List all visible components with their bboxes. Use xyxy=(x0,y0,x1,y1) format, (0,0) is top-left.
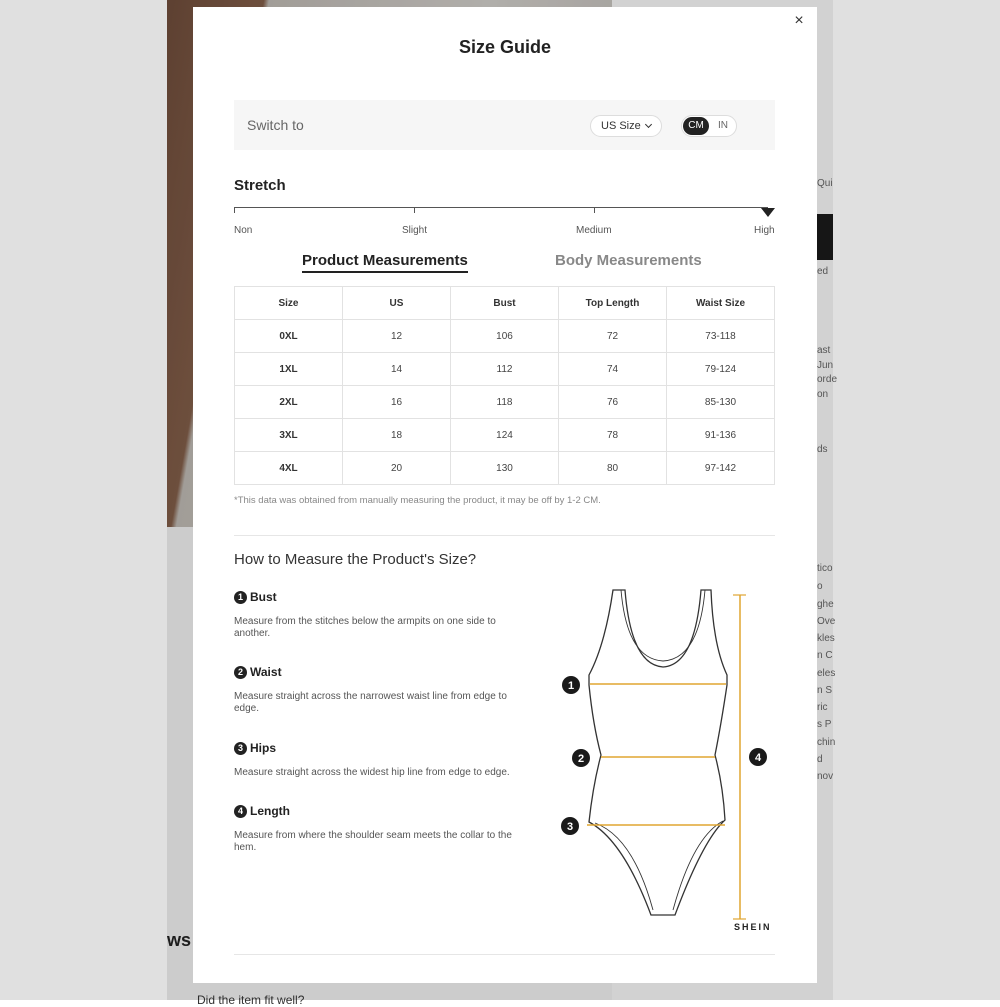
background-text-fragment: Jun xyxy=(817,360,834,371)
modal-title: Size Guide xyxy=(458,37,552,57)
chevron-down-icon xyxy=(645,121,652,128)
table-cell: 4XL xyxy=(235,452,343,485)
table-cell: 14 xyxy=(343,353,451,386)
stretch-selected-marker xyxy=(761,208,775,217)
table-cell: 73-118 xyxy=(667,320,775,353)
table-cell: 76 xyxy=(559,386,667,419)
marker-4-label: 4 xyxy=(754,752,762,764)
table-cell: 18 xyxy=(343,419,451,452)
stretch-scale-line xyxy=(234,207,768,208)
table-cell: 118 xyxy=(451,386,559,419)
size-system-value: US Size xyxy=(601,120,641,132)
column-header: Waist Size xyxy=(667,287,775,320)
bodysuit-outline xyxy=(589,590,727,915)
switch-label: Switch to xyxy=(247,117,304,133)
unit-cm-option[interactable]: CM xyxy=(683,117,709,135)
background-text-fragment: on xyxy=(817,389,829,400)
table-cell: 79-124 xyxy=(667,353,775,386)
background-text-fragment: ed xyxy=(817,266,829,277)
table-cell: 0XL xyxy=(235,320,343,353)
background-text-fragment: nov xyxy=(817,771,834,782)
marker-2 xyxy=(572,749,590,767)
tab-product-measurements[interactable]: Product Measurements xyxy=(302,252,468,269)
table-row xyxy=(235,353,775,386)
measure-name: Waist xyxy=(250,665,282,679)
measure-bust-heading xyxy=(234,590,277,604)
fit-question-fragment: Did the item fit well? xyxy=(197,993,305,1007)
measure-hips-description: Measure straight across the widest hip line from edge to edge. xyxy=(234,767,510,778)
background-text-fragment: o xyxy=(817,581,823,592)
table-cell: 85-130 xyxy=(667,386,775,419)
table-cell: 12 xyxy=(343,320,451,353)
size-table xyxy=(234,286,775,485)
measure-waist-description: Measure straight across the narrowest waist line from edge to edge. xyxy=(234,691,507,714)
measure-hips-heading xyxy=(234,741,276,755)
table-cell: 80 xyxy=(559,452,667,485)
number-3-icon: 3 xyxy=(234,742,247,755)
background-text-fragment: kles xyxy=(817,633,835,644)
background-text-fragment: orde xyxy=(817,374,838,385)
marker-1 xyxy=(562,676,580,694)
table-cell: 2XL xyxy=(235,386,343,419)
table-cell: 1XL xyxy=(235,353,343,386)
background-text-fragment: tico xyxy=(817,563,833,574)
stretch-level-high: High xyxy=(754,225,775,236)
background-text-fragment: Ove xyxy=(817,616,836,627)
stretch-tick xyxy=(414,207,415,213)
measure-name: Hips xyxy=(250,741,277,755)
marker-3-label: 3 xyxy=(566,821,574,833)
table-row xyxy=(235,419,775,452)
background-text-fragment: Qui xyxy=(817,178,833,189)
table-cell: 97-142 xyxy=(667,452,775,485)
background-text-fragment: d xyxy=(817,754,823,765)
divider xyxy=(234,954,775,955)
background-text-fragment: ds xyxy=(817,444,828,455)
table-cell: 91-136 xyxy=(667,419,775,452)
size-system-select[interactable] xyxy=(590,115,662,137)
background-text-fragment: ast xyxy=(817,345,831,356)
marker-1-label: 1 xyxy=(567,680,575,692)
measure-length-description: Measure from where the shoulder seam meets the collar to the hem. xyxy=(234,830,512,853)
stretch-level-medium: Medium xyxy=(576,225,612,236)
stretch-tick xyxy=(234,207,235,213)
table-row xyxy=(235,320,775,353)
stretch-tick xyxy=(594,207,595,213)
measure-name: Bust xyxy=(250,590,277,604)
stretch-level-non: Non xyxy=(234,225,253,236)
marker-3 xyxy=(561,817,579,835)
table-header-row xyxy=(235,287,775,320)
table-cell: 112 xyxy=(451,353,559,386)
column-header: Size xyxy=(235,287,343,320)
table-cell: 130 xyxy=(451,452,559,485)
divider xyxy=(234,535,775,536)
number-4-icon: 4 xyxy=(234,805,247,818)
background-text-fragment: ghe xyxy=(817,599,834,610)
bodysuit-diagram xyxy=(553,585,783,945)
table-cell: 72 xyxy=(559,320,667,353)
table-row xyxy=(235,386,775,419)
unit-in-option[interactable]: IN xyxy=(718,120,728,131)
table-cell: 74 xyxy=(559,353,667,386)
column-header: US xyxy=(343,287,451,320)
marker-4 xyxy=(749,748,767,766)
marker-2-label: 2 xyxy=(577,753,585,765)
background-text-fragment: chin xyxy=(817,737,836,748)
unit-toggle[interactable] xyxy=(681,115,737,137)
switch-bar xyxy=(234,100,775,150)
background-text-fragment: eles xyxy=(817,668,836,679)
table-cell: 106 xyxy=(451,320,559,353)
background-text-fragment: s P xyxy=(817,719,832,730)
close-button[interactable]: × xyxy=(794,12,804,29)
stretch-title: Stretch xyxy=(234,177,286,194)
table-row xyxy=(235,452,775,485)
column-header: Bust xyxy=(451,287,559,320)
number-1-icon: 1 xyxy=(234,591,247,604)
measure-length-heading xyxy=(234,804,290,818)
background-text-fragment: n S xyxy=(817,685,833,696)
table-cell: 16 xyxy=(343,386,451,419)
table-cell: 124 xyxy=(451,419,559,452)
measurement-note: *This data was obtained from manually measuring the product, it may be off by 1-2 CM. xyxy=(234,495,601,506)
measure-name: Length xyxy=(250,804,290,818)
table-cell: 78 xyxy=(559,419,667,452)
measure-bust-description: Measure from the stitches below the armpits on one side to another. xyxy=(234,616,496,639)
background-text-fragment: n C xyxy=(817,650,833,661)
number-2-icon: 2 xyxy=(234,666,247,679)
size-guide-modal xyxy=(193,7,817,983)
column-header: Top Length xyxy=(559,287,667,320)
brand-logo: SHEIN xyxy=(734,922,772,932)
measure-waist-heading xyxy=(234,665,282,679)
table-cell: 20 xyxy=(343,452,451,485)
table-cell: 3XL xyxy=(235,419,343,452)
tab-body-measurements[interactable]: Body Measurements xyxy=(555,252,702,269)
howto-title: How to Measure the Product's Size? xyxy=(234,551,477,568)
background-text-fragment: ric xyxy=(817,702,828,713)
stretch-level-slight: Slight xyxy=(402,225,428,236)
reviews-heading-fragment: ws xyxy=(167,930,192,950)
